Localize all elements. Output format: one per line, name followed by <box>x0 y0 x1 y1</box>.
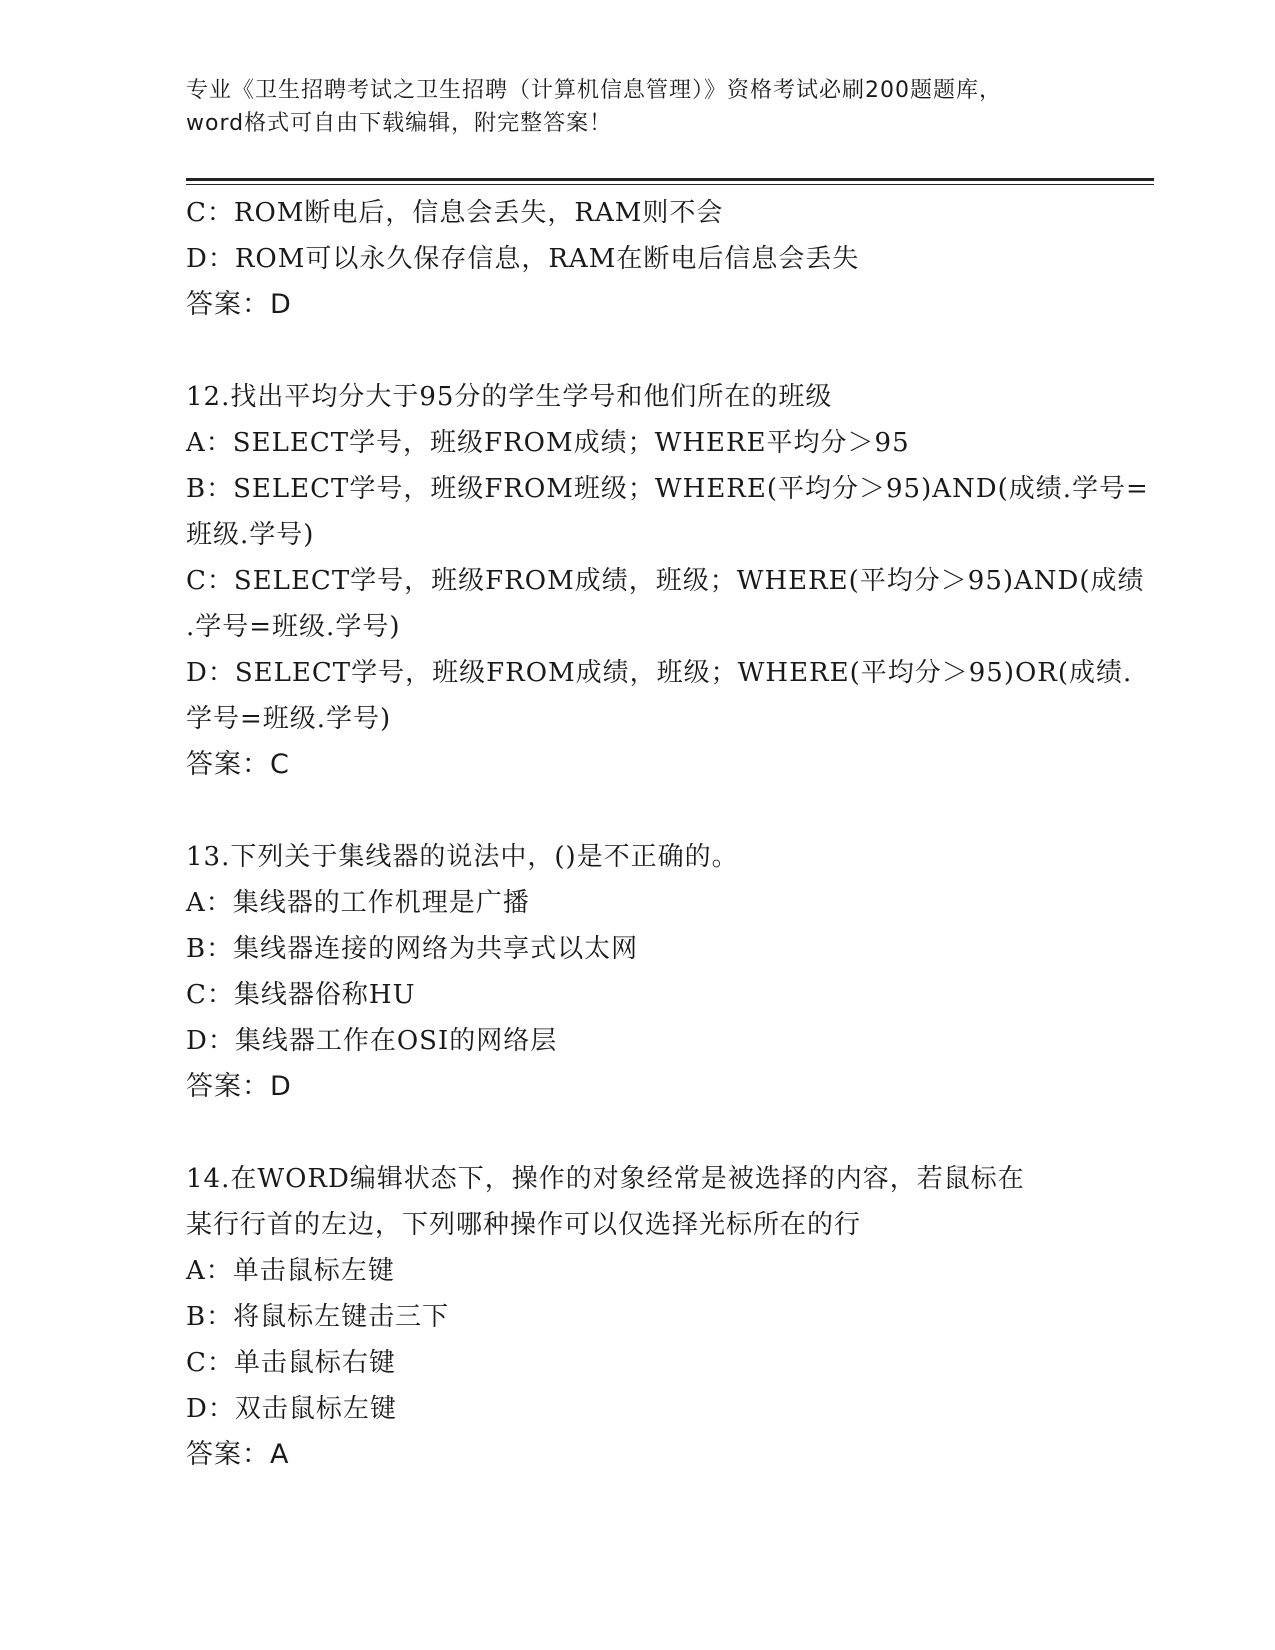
spacer <box>186 328 1086 374</box>
document-body <box>186 190 1149 1478</box>
option-d: D：集线器工作在OSI的网络层 <box>186 1026 558 1056</box>
option-b: B：将鼠标左键击三下 <box>186 1302 450 1332</box>
question-11-tail <box>186 190 1086 328</box>
option-d: D：ROM可以永久保存信息，RAM在断电后信息会丢失 <box>186 244 860 274</box>
document-header <box>186 74 1086 140</box>
option-d-line-2: 学号=班级.学号) <box>186 704 392 734</box>
question-text: 12.找出平均分大于95分的学生学号和他们所在的班级 <box>186 382 833 412</box>
header-divider-thick <box>186 178 1154 181</box>
question-text: 13.下列关于集线器的说法中，()是不正确的。 <box>186 842 739 872</box>
option-c: C：集线器俗称HU <box>186 980 416 1010</box>
question-12 <box>186 374 1149 788</box>
answer: 答案：C <box>186 749 290 780</box>
option-b: B：集线器连接的网络为共享式以太网 <box>186 934 639 964</box>
question-13 <box>186 834 1086 1110</box>
option-d: D：双击鼠标左键 <box>186 1394 397 1424</box>
option-c-line-2: .学号=班级.学号) <box>186 612 401 642</box>
header-line-2: word格式可自由下载编辑，附完整答案！ <box>186 111 613 136</box>
option-a: A：单击鼠标左键 <box>186 1256 395 1286</box>
question-14 <box>186 1156 1086 1478</box>
option-a: A：集线器的工作机理是广播 <box>186 888 530 918</box>
question-text-line-1: 14.在WORD编辑状态下，操作的对象经常是被选择的内容，若鼠标在 <box>186 1164 1025 1194</box>
spacer <box>186 1110 1086 1156</box>
option-d-line-1: D：SELECT学号，班级FROM成绩，班级；WHERE(平均分＞95)OR(成绩. <box>186 658 1133 688</box>
option-a: A：SELECT学号，班级FROM成绩；WHERE平均分＞95 <box>186 428 910 458</box>
question-text-line-2: 某行行首的左边，下列哪种操作可以仅选择光标所在的行 <box>186 1210 862 1240</box>
option-c-line-1: C：SELECT学号，班级FROM成绩，班级；WHERE(平均分＞95)AND(成绩 <box>186 566 1145 596</box>
header-line-1: 专业《卫生招聘考试之卫生招聘（计算机信息管理）》资格考试必刷200题题库， <box>186 78 1002 103</box>
option-b-line-1: B：SELECT学号，班级FROM班级；WHERE(平均分＞95)AND(成绩.学号= <box>186 474 1149 504</box>
option-c: C：单击鼠标右键 <box>186 1348 396 1378</box>
answer: 答案：D <box>186 1071 292 1102</box>
option-b-line-2: 班级.学号) <box>186 520 315 550</box>
option-c: C：ROM断电后，信息会丢失，RAM则不会 <box>186 198 724 228</box>
answer: 答案：D <box>186 289 292 320</box>
header-divider-thin <box>186 184 1154 185</box>
answer: 答案：A <box>186 1439 290 1470</box>
spacer <box>186 788 1086 834</box>
